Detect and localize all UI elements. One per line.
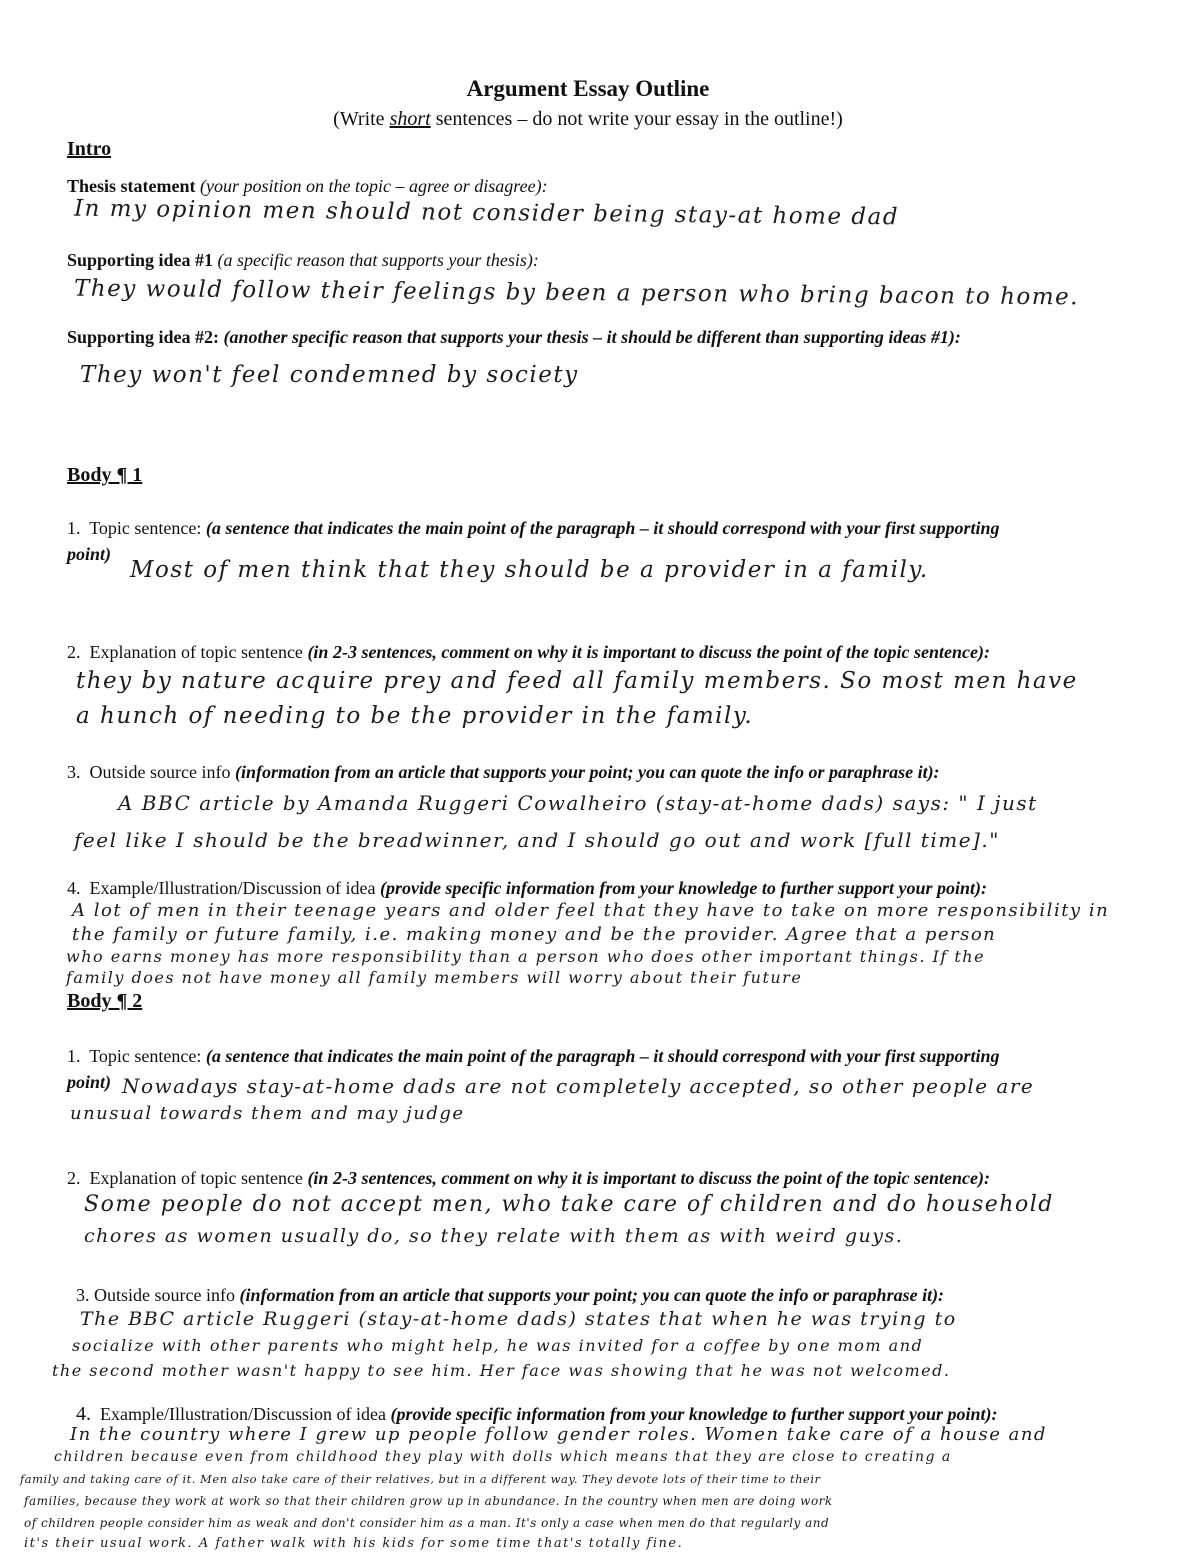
body2-explanation-instruction: (in 2-3 sentences, comment on why it is important to discuss the point of the topic sentence): [307,1168,990,1188]
body1-example-answer-line: family does not have money all family members will worry about their future [66,968,803,987]
body2-explanation-answer-line: chores as women usually do, so they relate with them as with weird guys. [84,1225,904,1247]
body2-example-label: Example/Illustration/Discussion of idea [100,1404,386,1424]
support1-instruction: (a specific reason that supports your thesis): [217,250,539,270]
body2-topic-label: Topic sentence: [89,1046,202,1066]
body1-source-answer-line: A BBC article by Amanda Ruggeri Cowalheiro (stay-at-home dads) says: " I just [118,791,1038,815]
body2-source-prompt [76,1285,944,1306]
body1-explanation-prompt [67,642,990,663]
body2-explanation-prompt [67,1168,990,1189]
body2-example-number: 4. [76,1403,91,1425]
body2-source-number: 3. [76,1285,90,1305]
subtitle-after: sentences – do not write your essay in the outline!) [430,108,843,130]
body1-topic-label: Topic sentence: [89,518,202,538]
body2-explanation-number: 2. [67,1168,81,1188]
support2-prompt [67,327,961,348]
document-subtitle [0,108,1176,131]
body1-heading: Body ¶ 1 [67,464,143,486]
body1-explanation-instruction: (in 2-3 sentences, comment on why it is important to discuss the point of the topic sentence): [307,642,990,662]
body2-example-prompt [76,1403,997,1426]
body2-example-answer-line: families, because they work at work so that their children grow up in abundance. In the country when men are doing work [24,1494,833,1508]
body2-source-answer-line: the second mother wasn't happy to see him. Her face was showing that he was not welcomed. [52,1361,951,1380]
body2-topic-answer-line: unusual towards them and may judge [70,1103,465,1124]
body1-example-number: 4. [67,878,81,898]
body2-example-answer-line: family and taking care of it. Men also take care of their relatives, but in a different way. They devote lots of their time to their [20,1472,821,1486]
body1-topic-number: 1. [67,518,81,538]
thesis-answer: In my opinion men should not consider being stay-at home dad [73,195,900,231]
body1-example-answer-line: the family or future family, i.e. making money and be the provider. Agree that a person [72,924,997,945]
body1-topic-prompt [67,518,1000,539]
support2-answer: They won't feel condemned by society [80,362,579,388]
body1-source-answer-line: feel like I should be the breadwinner, and I should go out and work [full time]." [74,828,1000,852]
body1-source-number: 3. [67,762,81,782]
body1-example-label: Example/Illustration/Discussion of idea [89,878,376,898]
thesis-prompt [67,176,548,197]
body2-example-answer-line: of children people consider him as weak and don't consider him as a man. It's only a case when men do that regularly and [24,1516,830,1530]
body2-example-instruction: (provide specific information from your knowledge to further support your point): [390,1404,998,1424]
body2-topic-instruction-cont: point) [67,1072,112,1092]
body2-topic-instruction: (a sentence that indicates the main point of the paragraph – it should correspond with your first supporting [205,1046,1000,1066]
body1-topic-answer: Most of men think that they should be a provider in a family. [130,557,929,583]
body2-example-answer-line: In the country where I grew up people follow gender roles. Women take care of a house and [70,1424,1047,1445]
body1-source-instruction: (information from an article that supports your point; you can quote the info or paraphrase it): [234,762,940,782]
thesis-instruction: (your position on the topic – agree or disagree): [200,176,548,196]
body2-heading: Body ¶ 2 [67,990,143,1012]
body1-example-prompt [67,878,987,899]
thesis-label: Thesis statement [67,176,196,196]
body2-topic-number: 1. [67,1046,81,1066]
body1-explanation-label: Explanation of topic sentence [89,642,303,662]
body1-explanation-answer-line: they by nature acquire prey and feed all family members. So most men have [76,668,1078,694]
body2-source-answer-line: socialize with other parents who might help, he was invited for a coffee by one mom and [72,1336,924,1355]
body2-example-answer-line: it's their usual work. A father walk with his kids for some time that's totally fine. [24,1536,684,1551]
body1-example-instruction: (provide specific information from your knowledge to further support your point): [379,878,987,898]
body1-explanation-number: 2. [67,642,81,662]
body2-example-answer-line: children because even from childhood they play with dolls which means that they are close to creating a [54,1449,952,1465]
support1-label: Supporting idea #1 [67,250,214,270]
body1-topic-instruction-cont: point) [67,544,112,564]
body2-source-label: Outside source info [94,1285,235,1305]
subtitle-before: (Write [333,108,390,130]
body1-source-prompt [67,762,940,783]
body2-explanation-answer-line: Some people do not accept men, who take care of children and do household [84,1192,1054,1217]
support1-prompt [67,250,539,271]
body1-example-answer-line: A lot of men in their teenage years and older feel that they have to take on more responsibility in [72,900,1110,921]
body1-topic-instruction: (a sentence that indicates the main point of the paragraph – it should correspond with your first supporting [205,518,1000,538]
body2-source-answer-line: The BBC article Ruggeri (stay-at-home dads) states that when he was trying to [80,1308,957,1330]
body2-topic-answer-line: Nowadays stay-at-home dads are not completely accepted, so other people are [122,1074,1035,1098]
document-title: Argument Essay Outline [466,76,710,101]
body2-topic-prompt [67,1046,1000,1067]
support2-instruction: (another specific reason that supports your thesis – it should be different than supporting ideas #1): [223,327,961,347]
intro-heading: Intro [67,138,112,160]
body2-source-instruction: (information from an article that supports your point; you can quote the info or paraphrase it): [239,1285,945,1305]
support2-label: Supporting idea #2: [67,327,220,347]
subtitle-emphasis: short [389,108,431,130]
body2-explanation-label: Explanation of topic sentence [89,1168,303,1188]
body1-source-label: Outside source info [89,762,231,782]
support1-answer: They would follow their feelings by been a person who bring bacon to home. [73,275,1080,311]
body1-explanation-answer-line: a hunch of needing to be the provider in the family. [76,703,754,729]
body1-example-answer-line: who earns money has more responsibility than a person who does other important things. If the [66,947,986,966]
